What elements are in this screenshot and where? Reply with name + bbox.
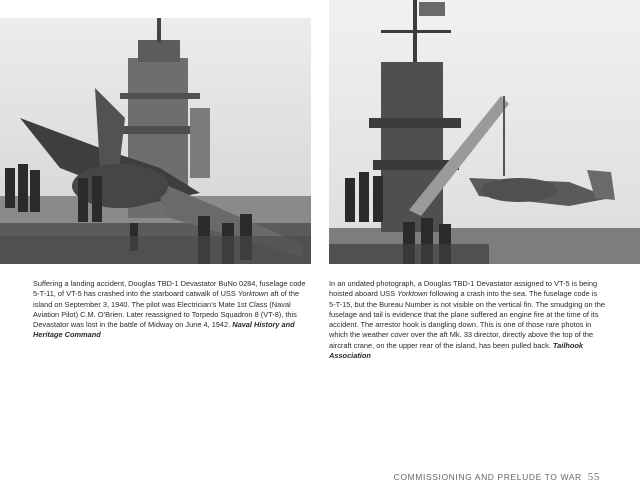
page-footer xyxy=(394,471,600,483)
caption-right-ship-name: Yorktown xyxy=(397,289,428,299)
running-head: COMMISSIONING AND PRELUDE TO WAR xyxy=(393,472,582,482)
caption-right-text-b: following a crash into the sea. The fuselage code is 5-T-15, but the Bureau Number is not visible on the vertical fin. The smudging on the fuselage and tail is evidence that the plane suffered an engine fire at the time of its accident. The arrestor hook is dangling down. This is one of those rare photos in which the weather cover over the aft Mk. 33 director, directly above the top of the aircraft crane, on the upper rear of the island, has been pulled back. xyxy=(329,289,605,350)
caption-left-photo-credit: Naval History and Heritage Command xyxy=(33,320,295,340)
caption-right-text-a: In an undated photograph, a Douglas TBD-1 Devastator assigned to VT-5 is being hoisted aboard USS xyxy=(329,279,598,299)
caption-left-text-a: Suffering a landing accident, Douglas TBD-1 Devastator BuNo 0284, fuselage code 5-T-11, of VT-5 has crashed into the starboard catwalk of USS xyxy=(33,279,306,299)
caption-left-text-b: aft of the island on September 3, 1940. The pilot was Electrician’s Mate 1st Class (Naval Aviation Pilot) C.M. O’Brien. Later reassigned to Torpedo Squadron 8 (VT-8), this Devastator was lost in the battle of Midway on June 4, 1942. xyxy=(33,289,300,330)
caption-right xyxy=(329,279,605,361)
caption-left-ship-name: Yorktown xyxy=(237,289,269,299)
page-number: 55 xyxy=(587,471,600,483)
caption-left xyxy=(33,279,311,341)
crashed-devastator-image xyxy=(0,18,311,264)
caption-right-photo-credit: Tailhook Association xyxy=(329,340,584,361)
hoisted-devastator-image xyxy=(329,0,640,264)
photo-crashed-devastator xyxy=(0,18,311,264)
photo-hoisted-devastator xyxy=(329,0,640,264)
